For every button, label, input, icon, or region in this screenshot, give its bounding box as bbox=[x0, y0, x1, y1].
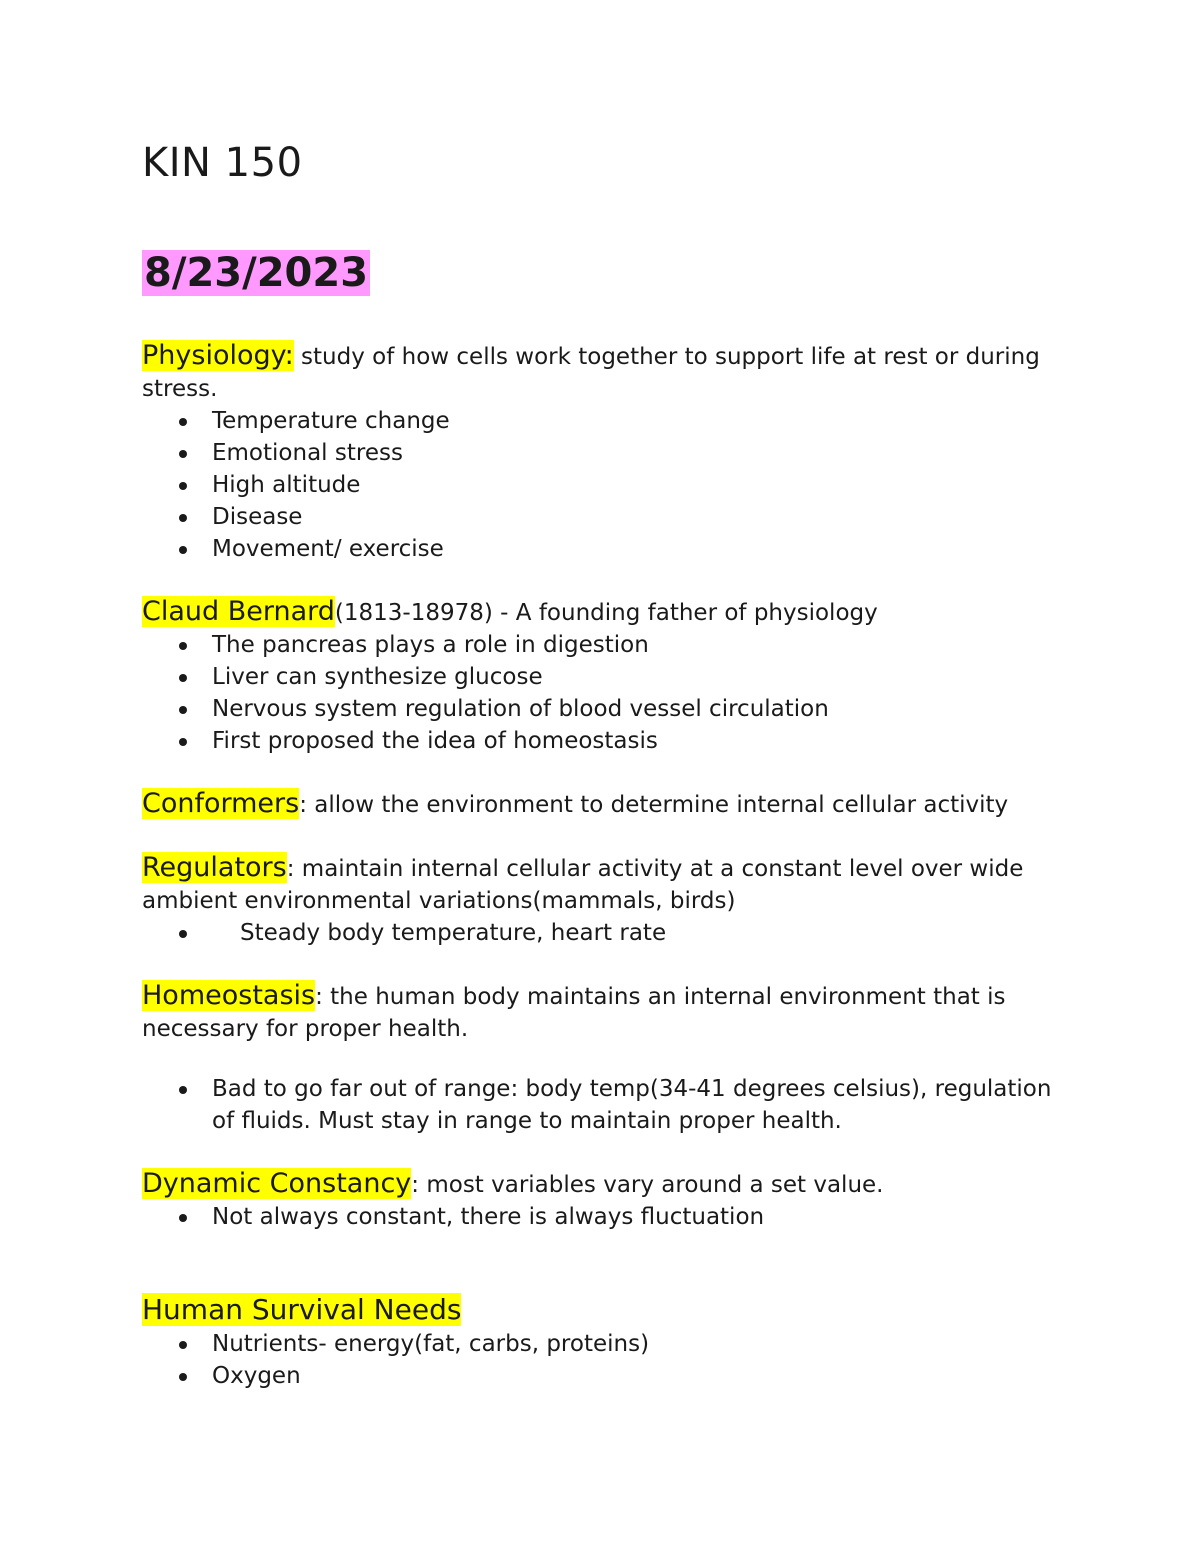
physiology-text: study of how cells work together to support life at rest or during stress. bbox=[142, 344, 1040, 402]
list-item: Oxygen bbox=[142, 1360, 1072, 1392]
regulators-list bbox=[142, 917, 1072, 949]
section-regulators bbox=[142, 852, 1072, 949]
physiology-term: Physiology: bbox=[142, 340, 294, 371]
section-homeostasis bbox=[142, 980, 1072, 1137]
list-item: Temperature change bbox=[142, 405, 1072, 437]
section-conformers bbox=[142, 788, 1072, 821]
homeostasis-list bbox=[142, 1073, 1072, 1137]
dynamic-text: : most variables vary around a set value. bbox=[411, 1172, 884, 1198]
section-dynamic-constancy bbox=[142, 1168, 1072, 1233]
dynamic-definition bbox=[142, 1168, 1072, 1201]
dynamic-list bbox=[142, 1201, 1072, 1233]
list-item: Nervous system regulation of blood vessel circulation bbox=[142, 693, 1072, 725]
list-item: Not always constant, there is always fluctuation bbox=[142, 1201, 1072, 1233]
survival-term: Human Survival Needs bbox=[142, 1293, 462, 1326]
list-item: Steady body temperature, heart rate bbox=[142, 917, 1072, 949]
survival-list bbox=[142, 1328, 1072, 1392]
section-physiology bbox=[142, 340, 1072, 565]
list-item: Liver can synthesize glucose bbox=[142, 661, 1072, 693]
homeostasis-text: : the human body maintains an internal environment that is necessary for proper health. bbox=[142, 984, 1006, 1042]
date-highlight: 8/23/2023 bbox=[144, 250, 369, 296]
list-item: Bad to go far out of range: body temp(34-41 degrees celsius), regulation of fluids. Must stay in range to maintain proper health. bbox=[142, 1073, 1072, 1137]
list-item: Nutrients- energy(fat, carbs, proteins) bbox=[142, 1328, 1072, 1360]
list-item: First proposed the idea of homeostasis bbox=[142, 725, 1072, 757]
physiology-definition bbox=[142, 340, 1072, 405]
date-heading bbox=[142, 250, 370, 296]
section-bernard bbox=[142, 596, 1072, 757]
conformers-term: Conformers bbox=[142, 788, 300, 819]
bernard-term: Claud Bernard bbox=[142, 596, 335, 627]
physiology-list bbox=[142, 405, 1072, 565]
regulators-text: : maintain internal cellular activity at a constant level over wide ambient environmental variations(mammals, birds) bbox=[142, 856, 1024, 914]
section-survival-needs bbox=[142, 1292, 1072, 1392]
page-title: KIN 150 bbox=[142, 140, 303, 186]
survival-heading bbox=[142, 1292, 1072, 1328]
conformers-definition bbox=[142, 788, 1072, 821]
homeostasis-term: Homeostasis bbox=[142, 980, 316, 1011]
dynamic-term: Dynamic Constancy bbox=[142, 1168, 412, 1199]
conformers-text: : allow the environment to determine internal cellular activity bbox=[299, 792, 1009, 818]
list-item: High altitude bbox=[142, 469, 1072, 501]
list-item: Emotional stress bbox=[142, 437, 1072, 469]
regulators-term: Regulators bbox=[142, 852, 287, 883]
bernard-list bbox=[142, 629, 1072, 757]
list-item: The pancreas plays a role in digestion bbox=[142, 629, 1072, 661]
list-item: Movement/ exercise bbox=[142, 533, 1072, 565]
regulators-definition bbox=[142, 852, 1072, 917]
list-item: Disease bbox=[142, 501, 1072, 533]
homeostasis-definition bbox=[142, 980, 1072, 1045]
bernard-definition bbox=[142, 596, 1072, 629]
bernard-text: (1813-18978) - A founding father of physiology bbox=[334, 600, 878, 626]
